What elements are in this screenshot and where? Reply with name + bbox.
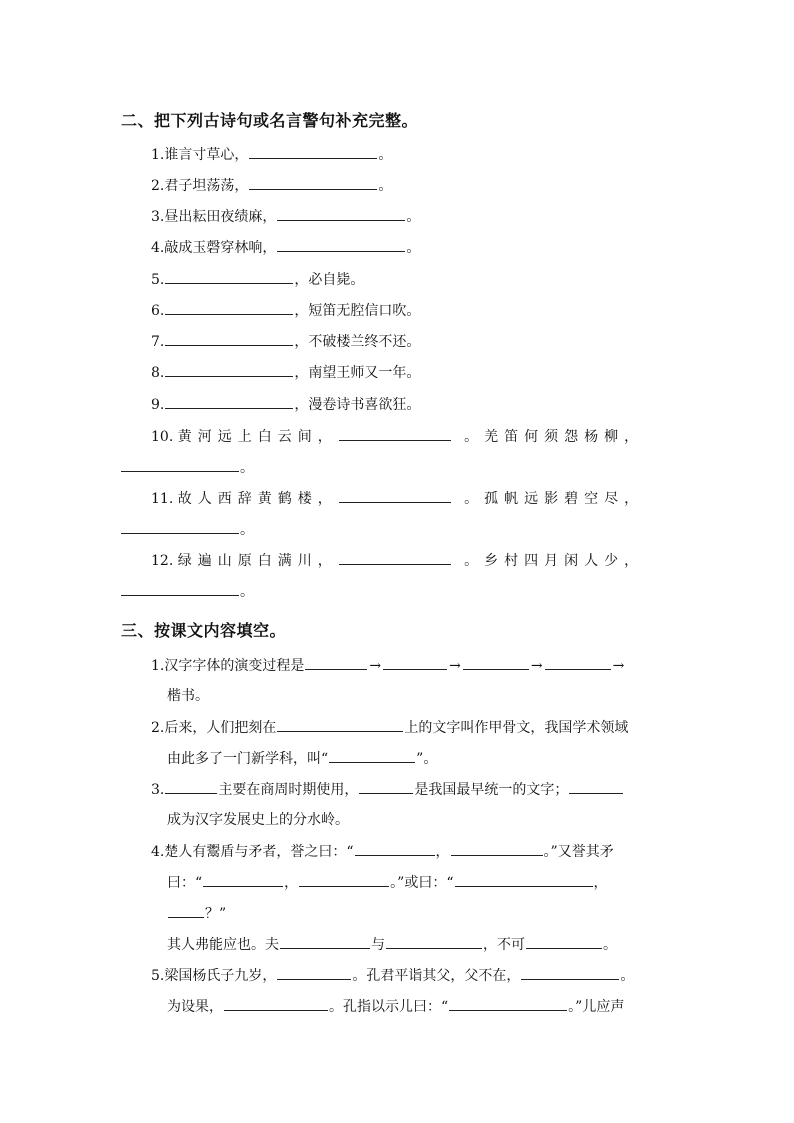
answer-blank[interactable] (526, 935, 602, 949)
answer-blank[interactable] (339, 427, 451, 441)
section-2-heading: 二、把下列古诗句或名言警句补充完整。 (121, 111, 419, 130)
answer-blank[interactable] (165, 363, 293, 377)
arrow-icon: → (369, 658, 382, 674)
answer-blank[interactable] (277, 207, 405, 221)
answer-blank[interactable] (277, 718, 403, 732)
answer-blank[interactable] (203, 873, 283, 887)
answer-blank[interactable] (386, 935, 482, 949)
answer-blank[interactable] (165, 301, 293, 315)
answer-blank[interactable] (339, 551, 451, 565)
answer-blank[interactable] (339, 489, 451, 503)
s2-q10: 10. 黄河远上白云间， 。羌笛何须怨杨柳， (151, 429, 645, 445)
s3-q5-line2: 为设果， 。孔指以示儿曰：“ 。”儿应声 (167, 999, 625, 1015)
s3-q1: 1.汉字字体的演变过程是 → → → → (151, 658, 625, 674)
s2-q10-line2: 。 (120, 458, 254, 477)
s2-q11: 11. 故人西辞黄鹤楼， 。孤帆远影碧空尽， (151, 491, 645, 507)
s3-q1-line2: 楷书。 (167, 688, 209, 704)
answer-blank[interactable] (329, 749, 415, 763)
arrow-icon: → (612, 658, 625, 674)
answer-blank[interactable] (165, 395, 293, 409)
answer-blank[interactable] (455, 873, 593, 887)
s2-q3: 3.昼出耘田夜绩麻， 。 (151, 209, 421, 225)
answer-blank[interactable] (165, 270, 293, 284)
answer-blank[interactable] (224, 997, 328, 1011)
s2-q6: 6. ，短笛无腔信口吹。 (151, 303, 421, 319)
answer-blank[interactable] (277, 966, 351, 980)
s3-q3-line2: 成为汉字发展史上的分水岭。 (167, 812, 349, 828)
s3-q4: 4.楚人有鬻盾与矛者，誉之曰：“ ， 。”又誉其矛 (151, 844, 614, 860)
answer-blank[interactable] (165, 332, 293, 346)
s2-q1: 1.谁言寸草心， 。 (151, 147, 393, 163)
answer-blank[interactable] (355, 842, 435, 856)
s2-q8: 8. ，南望王师又一年。 (151, 365, 421, 381)
s2-q7: 7. ，不破楼兰终不还。 (151, 334, 421, 350)
s3-q4-line4: 其人弗能应也。夫 与 ，不可 。 (167, 937, 617, 953)
answer-blank[interactable] (305, 656, 367, 670)
answer-blank[interactable] (463, 656, 529, 670)
answer-blank[interactable] (280, 935, 370, 949)
answer-blank[interactable] (449, 997, 567, 1011)
s2-q2: 2.君子坦荡荡， 。 (151, 178, 393, 194)
s3-q4-line3: ？” (167, 904, 226, 923)
answer-blank[interactable] (121, 458, 239, 472)
answer-blank[interactable] (545, 656, 611, 670)
answer-blank[interactable] (359, 780, 413, 794)
answer-blank[interactable] (249, 176, 377, 190)
s3-q5: 5.梁国杨氏子九岁， 。孔君平诣其父，父不在， 。 (151, 968, 635, 984)
answer-blank[interactable] (569, 780, 623, 794)
s2-q11-line2: 。 (120, 520, 254, 539)
answer-blank[interactable] (121, 520, 239, 534)
arrow-icon: → (530, 658, 543, 674)
s2-q5: 5. ，必自毙。 (151, 272, 365, 288)
answer-blank[interactable] (165, 780, 217, 794)
s2-q9: 9. ，漫卷诗书喜欲狂。 (151, 397, 421, 413)
answer-blank[interactable] (383, 656, 447, 670)
s2-q12-line2: 。 (120, 582, 254, 601)
answer-blank[interactable] (121, 582, 239, 596)
answer-blank[interactable] (249, 145, 377, 159)
s3-q3: 3. 主要在商周时期使用， 是我国最早统一的文字； (151, 780, 624, 799)
s2-q12: 12. 绿遍山原白满川， 。乡村四月闲人少， (151, 553, 645, 569)
answer-blank[interactable] (168, 904, 204, 918)
s2-q4: 4.敲成玉磬穿林响， 。 (151, 240, 421, 256)
answer-blank[interactable] (451, 842, 543, 856)
arrow-icon: → (449, 658, 461, 674)
answer-blank[interactable] (521, 966, 619, 980)
s3-q2-line2: 由此多了一门新学科，叫“ ”。 (167, 751, 438, 767)
s3-q4-line2: 曰：“ ， 。”或曰：“ ， (167, 875, 608, 891)
answer-blank[interactable] (277, 238, 405, 252)
section-3-heading: 三、按课文内容填空。 (121, 621, 287, 640)
answer-blank[interactable] (299, 873, 389, 887)
s3-q2: 2.后来，人们把刻在 上的文字叫作甲骨文，我国学术领域 (151, 720, 629, 736)
